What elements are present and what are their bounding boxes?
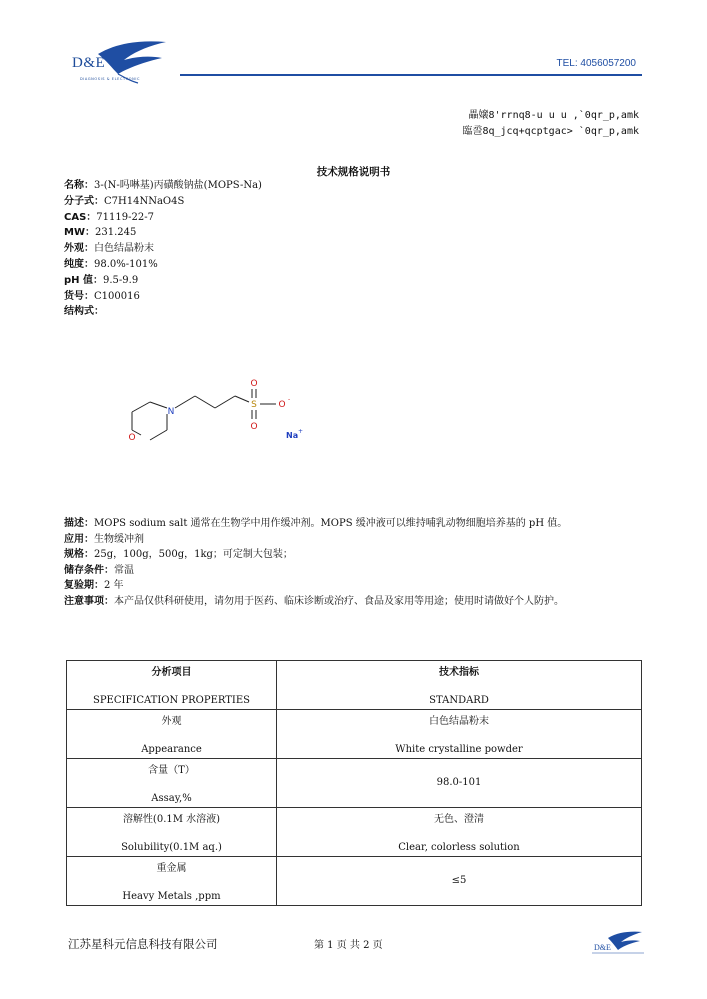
header-item-zh: 分析项目	[151, 667, 192, 678]
atom-o-top: O	[250, 379, 258, 389]
table-row: 溶解性(0.1M 水溶液) Solubility(0.1M aq.) 无色、澄清 Clear, colorless solution	[67, 808, 642, 857]
contact-line-1: 畾嬢8'rrnq8-u u u ,`0qr_p,amk	[468, 110, 639, 121]
atom-na: Na	[286, 431, 299, 440]
telephone: TEL: 4056057200	[556, 58, 636, 69]
field-structure: 结构式：	[64, 306, 104, 318]
logo-subtext: DIAGNOSIS & ELECTRONIC	[80, 77, 141, 81]
field-mw: MW：231.245	[64, 227, 137, 239]
header-standard-en: STANDARD	[429, 695, 489, 706]
header-standard-zh: 技术指标	[439, 667, 479, 678]
field-name: 名称：3-(N-吗啉基)丙磺酸钠盐(MOPS-Na)	[64, 180, 262, 191]
atom-n: N	[167, 407, 175, 417]
table-row: 重金属 Heavy Metals ,ppm ≤5	[67, 857, 642, 906]
footer-company: 江苏星科元信息科技有限公司	[68, 937, 218, 951]
structural-formula	[120, 368, 320, 448]
field-purity: 纯度：98.0%-101%	[64, 258, 158, 270]
table-header-row	[67, 661, 642, 710]
page-number: 第 1 页 共 2 页	[314, 940, 383, 951]
table-row: 外观 Appearance 白色结晶粉末 White crystalline powder	[67, 710, 642, 759]
detail-description: 描述：MOPS sodium salt 通常在生物学中用作缓冲剂。MOPS 缓冲液可以维持哺乳动物细胞培养基的 pH 值。	[64, 518, 568, 529]
specification-table	[66, 660, 642, 906]
charge-plus: +	[298, 428, 304, 435]
document-title: 技术规格说明书	[316, 166, 391, 178]
header-item-en: SPECIFICATION PROPERTIES	[92, 695, 251, 706]
footer-logo-text: D&E	[594, 943, 611, 952]
atom-o-bottom: O	[250, 422, 258, 432]
charge-minus: -	[288, 396, 291, 403]
field-cas: CAS：71119-22-7	[64, 211, 154, 223]
detail-storage: 储存条件：常温	[64, 564, 134, 576]
header-divider	[180, 74, 642, 76]
detail-application: 应用：生物缓冲剂	[64, 533, 144, 545]
footer-logo	[592, 930, 644, 956]
atom-o-ring: O	[128, 433, 136, 443]
field-formula: 分子式：C7H14NNaO4S	[64, 195, 185, 207]
detail-retest: 复验期：2 年	[64, 580, 124, 592]
field-catalog-no: 货号：C100016	[64, 290, 140, 302]
field-ph: pH 值：9.5-9.9	[64, 274, 139, 286]
spec-fields	[64, 178, 262, 320]
logo-text: D&E	[72, 55, 106, 71]
atom-s: S	[251, 400, 257, 410]
footer-bird-logo-icon	[592, 930, 644, 956]
contact-line-2: 臨巹8q_jcq+qcptgac> `0qr_p,amk	[462, 126, 639, 137]
atom-o-minus: O	[278, 400, 286, 410]
field-appearance: 外观：白色结晶粉末	[64, 243, 154, 255]
product-details	[64, 516, 644, 610]
detail-notice: 注意事项：本产品仅供科研使用，请勿用于医药、临床诊断或治疗、食品及家用等用途；使用时请做好个人防护。	[64, 595, 564, 607]
table-row: 含量（T） Assay,% 98.0-101	[67, 759, 642, 808]
detail-package: 规格：25g，100g，500g，1kg；可定制大包装；	[64, 549, 293, 561]
